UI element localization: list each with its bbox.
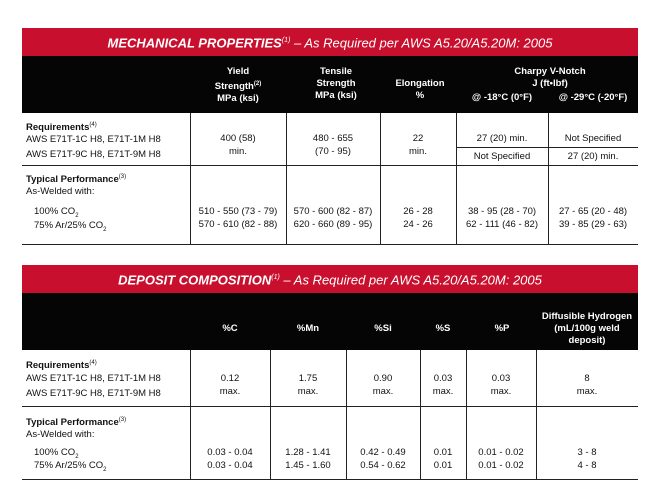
- req-yield-min: min.: [229, 146, 247, 157]
- deposit-title-rest: – As Required per AWS A5.20/A5.20M: 2005: [279, 272, 542, 288]
- header-hydrogen-line2: (mL/100g weld deposit): [554, 323, 620, 346]
- header-s: %S: [435, 323, 451, 334]
- dep-typ-si-row1: 0.42 - 0.49: [360, 447, 406, 458]
- dep-typ-c-row1: 0.03 - 0.04: [207, 447, 253, 458]
- deposit-title-sup: (1): [271, 274, 280, 281]
- dep-typ-c: [190, 446, 270, 472]
- dep-typ-mn: [270, 446, 346, 472]
- typical-label: [26, 171, 126, 186]
- dep-typical-row2-text: 75% Ar/25% CO: [34, 460, 104, 471]
- header-tensile: [286, 66, 386, 102]
- req-charpy-18-2: Not Specified: [473, 151, 531, 162]
- dep-req-s-value: 0.03: [433, 373, 453, 384]
- header-charpy: [462, 66, 638, 90]
- dep-typ-mn-row1: 1.28 - 1.41: [285, 447, 331, 458]
- dep-req-mn-max: max.: [297, 386, 319, 397]
- dep-requirements-spec-1: AWS E71T-1C H8, E71T-1M H8: [26, 373, 161, 384]
- typical-label-sup: (3): [118, 174, 127, 180]
- typ-charpy-29-row1: 27 - 65 (20 - 48): [558, 206, 628, 217]
- mechanical-properties-banner: [22, 28, 638, 56]
- divider: [22, 406, 638, 407]
- dep-requirements-label-sup: (4): [89, 360, 97, 366]
- dep-typ-s: [420, 446, 466, 472]
- header-si: %Si: [374, 323, 392, 334]
- dep-req-p-value: 0.03: [491, 373, 511, 384]
- header-yield-line1: Yield: [226, 66, 250, 77]
- typ-yield: [190, 205, 286, 231]
- divider: [456, 147, 638, 148]
- req-elongation-value: 22: [412, 133, 424, 144]
- req-tensile: [286, 132, 380, 158]
- divider: [22, 165, 638, 166]
- dep-typ-h-row2: 4 - 8: [577, 460, 597, 471]
- dep-typ-si: [346, 446, 420, 472]
- requirements-label-sup: (4): [89, 122, 97, 128]
- dep-req-p: [466, 372, 536, 398]
- header-mn: %Mn: [296, 323, 320, 334]
- typ-elongation-row1: 26 - 28: [403, 206, 433, 217]
- typ-charpy-29-row2: 39 - 85 (29 - 63): [558, 219, 628, 230]
- typ-tensile: [286, 205, 380, 231]
- mechanical-title-sup: (1): [281, 37, 291, 44]
- typ-charpy-29: [548, 205, 638, 231]
- typical-label-text: Typical Performance: [26, 174, 119, 186]
- as-welded-label: As-Welded with:: [26, 186, 95, 197]
- typical-row2-label: [34, 219, 107, 237]
- typical-row1-text: 100% CO: [34, 206, 76, 217]
- dep-typical-label-text: Typical Performance: [26, 417, 119, 429]
- dep-req-h: [536, 372, 638, 398]
- dep-req-s-max: max.: [432, 386, 454, 397]
- header-yield-unit: MPa (ksi): [217, 93, 259, 105]
- req-yield-value: 400 (58): [220, 133, 256, 144]
- dep-requirements-label: [26, 357, 97, 372]
- requirements-label-text: Requirements: [26, 122, 90, 134]
- dep-typ-p-row1: 0.01 - 0.02: [478, 447, 524, 458]
- dep-requirements-spec-2: AWS E71T-9C H8, E71T-9M H8: [26, 388, 161, 399]
- header-tensile-unit: MPa (ksi): [315, 90, 357, 101]
- dep-typ-p-row2: 0.01 - 0.02: [478, 460, 524, 471]
- header-charpy-line1: Charpy V-Notch: [514, 66, 586, 77]
- dep-typ-h-row1: 3 - 8: [577, 447, 597, 458]
- dep-req-mn-value: 1.75: [298, 373, 318, 384]
- dep-req-c: [190, 372, 270, 398]
- header-yield: [188, 66, 288, 105]
- dep-req-c-value: 0.12: [220, 373, 240, 384]
- typ-yield-row1: 510 - 550 (73 - 79): [198, 206, 278, 217]
- header-charpy-unit: J (ft•lbf): [532, 78, 568, 89]
- header-tensile-line1: Tensile: [319, 66, 353, 77]
- req-yield: [190, 132, 286, 158]
- typ-charpy-18-row1: 38 - 95 (28 - 70): [467, 206, 537, 217]
- typ-tensile-row2: 620 - 660 (89 - 95): [293, 219, 373, 230]
- dep-req-si-max: max.: [372, 386, 394, 397]
- req-tensile-ksi: (70 - 95): [315, 146, 351, 157]
- requirements-spec-2: AWS E71T-9C H8, E71T-9M H8: [26, 149, 161, 160]
- divider: [22, 244, 638, 245]
- req-charpy-29-1: Not Specified: [564, 133, 622, 144]
- dep-typical-row2-sub: 2: [103, 466, 107, 473]
- deposit-header-row: [22, 293, 638, 350]
- header-hydrogen-line1: Diffusible Hydrogen: [541, 311, 633, 322]
- dep-typ-p: [466, 446, 536, 472]
- header-elongation: [380, 78, 460, 102]
- typ-yield-row2: 570 - 610 (82 - 88): [198, 219, 278, 230]
- dep-typical-label: [26, 414, 126, 429]
- typical-row1-sub: 2: [75, 212, 79, 219]
- header-tensile-line2: Strength: [316, 78, 356, 89]
- dep-req-c-max: max.: [219, 386, 241, 397]
- header-yield-sup: (2): [253, 81, 262, 87]
- dep-req-s: [420, 372, 466, 398]
- header-hydrogen: [536, 311, 638, 347]
- header-charpy-18: @ -18°C (0°F): [471, 92, 533, 103]
- mechanical-title-rest: – As Required per AWS A5.20/A5.20M: 2005: [290, 35, 553, 51]
- dep-typical-label-sup: (3): [118, 417, 127, 423]
- header-yield-strength: Strength: [214, 81, 254, 93]
- dep-typical-row2-label: [34, 459, 107, 477]
- requirements-spec-1: AWS E71T-1C H8, E71T-1M H8: [26, 134, 161, 145]
- dep-typical-row1-sub: 2: [75, 453, 79, 460]
- dep-req-si: [346, 372, 420, 398]
- typ-elongation: [380, 205, 456, 231]
- req-elongation-min: min.: [409, 146, 427, 157]
- header-elongation-unit: %: [415, 90, 425, 101]
- dep-req-h-value: 8: [584, 373, 590, 384]
- dep-typ-mn-row2: 1.45 - 1.60: [285, 460, 331, 471]
- req-elongation: [380, 132, 456, 158]
- header-elongation-line1: Elongation: [395, 78, 445, 89]
- dep-typ-s-row1: 0.01: [433, 447, 453, 458]
- dep-req-si-value: 0.90: [373, 373, 393, 384]
- typical-row2-sub: 2: [103, 226, 107, 233]
- header-charpy-29: @ -29°C (-20°F): [558, 92, 628, 103]
- mechanical-table-body: [22, 113, 638, 245]
- deposit-table-body: [22, 350, 638, 480]
- req-tensile-value: 480 - 655: [312, 133, 354, 144]
- dep-typ-s-row2: 0.01: [433, 460, 453, 471]
- mechanical-title: MECHANICAL PROPERTIES: [107, 35, 282, 51]
- typical-row2-text: 75% Ar/25% CO: [34, 220, 104, 231]
- typ-charpy-18-row2: 62 - 111 (46 - 82): [466, 219, 538, 230]
- deposit-title: DEPOSIT COMPOSITION: [118, 272, 272, 288]
- header-p: %P: [494, 323, 510, 334]
- header-yield-line2: [188, 78, 288, 93]
- typ-elongation-row2: 24 - 26: [403, 219, 433, 230]
- header-c: %C: [222, 323, 238, 334]
- mechanical-header-row: [22, 56, 638, 113]
- dep-typ-si-row2: 0.54 - 0.62: [360, 460, 406, 471]
- dep-as-welded-label: As-Welded with:: [26, 429, 95, 440]
- dep-req-h-max: max.: [576, 386, 598, 397]
- dep-req-p-max: max.: [490, 386, 512, 397]
- req-charpy-29-2: 27 (20) min.: [567, 151, 619, 162]
- requirements-label: [26, 119, 97, 134]
- typ-charpy-18: [456, 205, 548, 231]
- req-charpy-18-1: 27 (20) min.: [476, 133, 528, 144]
- dep-req-mn: [270, 372, 346, 398]
- divider: [22, 479, 638, 480]
- dep-typ-c-row2: 0.03 - 0.04: [207, 460, 253, 471]
- dep-typ-h: [536, 446, 638, 472]
- typ-tensile-row1: 570 - 600 (82 - 87): [293, 206, 373, 217]
- dep-requirements-label-text: Requirements: [26, 360, 90, 372]
- deposit-composition-banner: [22, 265, 638, 293]
- dep-typical-row1-text: 100% CO: [34, 447, 76, 458]
